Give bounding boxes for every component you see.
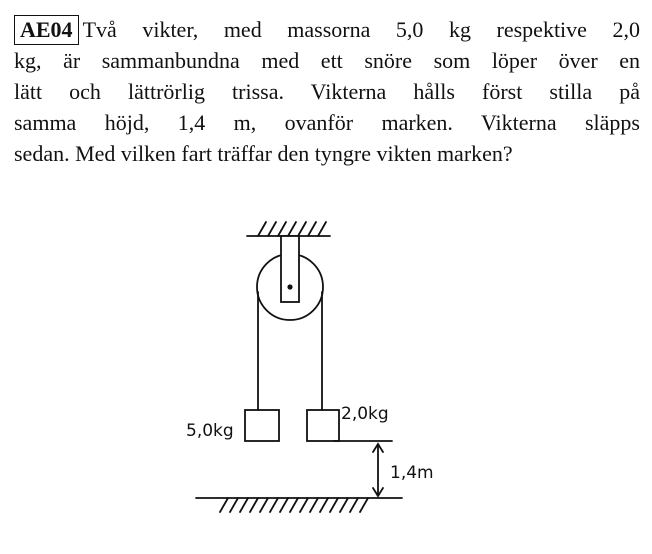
problem-id-badge: AE04 xyxy=(14,15,79,45)
height-label: 1,4m xyxy=(390,463,434,483)
ceiling xyxy=(247,222,330,236)
pulley-bracket xyxy=(281,236,299,302)
problem-line-4: samma höjd, 1,4 m, ovanför marken. Vikterna släpps xyxy=(14,110,640,135)
problem-line-1-text: Två vikter, med massorna 5,0 kg respektive 2,0 xyxy=(82,17,640,42)
ground xyxy=(196,498,402,512)
pulley-axle xyxy=(287,284,292,289)
left-weight xyxy=(245,410,279,441)
left-mass-label: 5,0kg xyxy=(186,421,234,441)
height-arrow xyxy=(373,444,383,496)
problem-line-3: lätt och lättrörlig trissa. Vikterna hålls först stilla på xyxy=(14,79,640,104)
right-mass-label: 2,0kg xyxy=(341,404,389,424)
problem-line-2: kg, är sammanbundna med ett snöre som löper över en xyxy=(14,48,640,73)
problem-line-5: sedan. Med vilken fart träffar den tyngre vikten marken? xyxy=(14,141,513,166)
right-weight xyxy=(307,410,339,441)
